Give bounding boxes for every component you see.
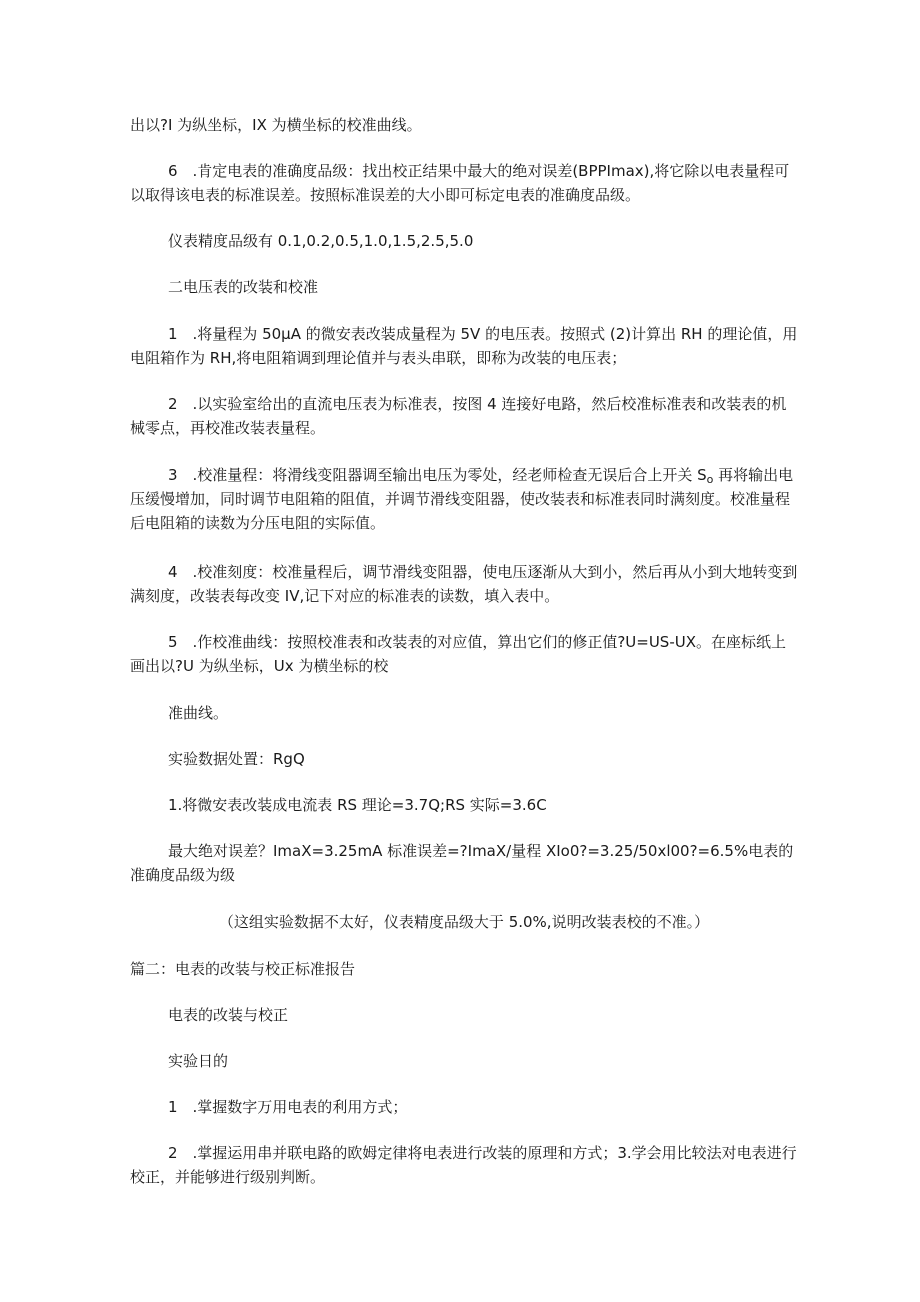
paragraph-calibration-curve-end: 出以?I 为纵坐标，IX 为横坐标的校准曲线。: [130, 116, 422, 134]
paragraph-step-3-range-calibration: [130, 463, 798, 535]
paragraph-step-5-calibration-curve: 5 .作校准曲线：按照校准表和改装表的对应值，算出它们的修正值?U=US-UX。在座标纸上画出以?U 为纵坐标，Ux 为横坐标的校: [130, 633, 786, 675]
purpose-item-1: 1 .掌握数字万用电表的利用方式；: [168, 1098, 408, 1116]
paragraph-curve-continuation: 准曲线。: [168, 704, 229, 722]
paragraph-accuracy-grade: 6 .肯定电表的准确度品级：找出校正结果中最大的绝对误差(BPPImax),将它除以电表量程可以取得该电表的标准误差。按照标准误差的大小即可标定电表的准确度品级。: [130, 162, 790, 204]
step-3-text-before: 3 .校准量程：将滑线变阻器调至输出电压为零处，经老师检查无误后合上开关 S: [168, 466, 707, 484]
paragraph-data-note: （这组实验数据不太好，仪表精度品级大于 5.0%,说明改装表校的不准。）: [218, 913, 710, 931]
report-title: 电表的改装与校正: [168, 1006, 289, 1024]
purpose-item-2-3: 2 .掌握运用串并联电路的欧姆定律将电表进行改装的原理和方式；3.学会用比较法对电表进行校正，并能够进行级别判断。: [130, 1144, 797, 1186]
paragraph-max-error: 最大绝对误差？ImaX=3.25mA 标准误差=?ImaX/量程 XIo0?=3.25/50xl00?=6.5%电表的准确度品级为级: [130, 842, 794, 884]
paragraph-ammeter-resistance: 1.将微安表改装成电流表 RS 理论=3.7Q;RS 实际=3.6C: [168, 796, 547, 814]
paragraph-step-4-scale-calibration: 4 .校准刻度：校准量程后，调节滑线变阻器，使电压逐渐从大到小，然后再从小到大地转变到满刻度，改装表每改变 IV,记下对应的标准表的读数，填入表中。: [130, 563, 798, 605]
heading-experiment-purpose: 实验日的: [168, 1052, 229, 1070]
section-heading-voltmeter: 二电压表的改装和校准: [168, 278, 319, 296]
switch-subscript: o: [706, 473, 714, 486]
paragraph-step-2-standard-meter: 2 .以实验室给出的直流电压表为标准表，按图 4 连接好电路，然后校准标准表和改装表的机械零点，再校准改装表量程。: [130, 395, 787, 437]
step-3-text-after: 再将输出电压缓慢增加，同时调节电阻箱的阻值，并调节滑线变阻器，使改装表和标准表同时满刻度。校准量程后电阻箱的读数为分压电阻的实际值。: [130, 466, 794, 532]
paragraph-precision-levels: 仪表精度品级有 0.1,0.2,0.5,1.0,1.5,2.5,5.0: [168, 232, 474, 250]
section-heading-part-two: 篇二：电表的改装与校正标准报告: [130, 960, 356, 978]
paragraph-step-1-voltmeter: 1 .将量程为 50μA 的微安表改装成量程为 5V 的电压表。按照式 (2)计算出 RH 的理论值，用电阻箱作为 RH,将电阻箱调到理论值并与表头串联，即称为改装的电压表；: [130, 325, 798, 367]
paragraph-data-processing: 实验数据处置：RgQ: [168, 750, 305, 768]
